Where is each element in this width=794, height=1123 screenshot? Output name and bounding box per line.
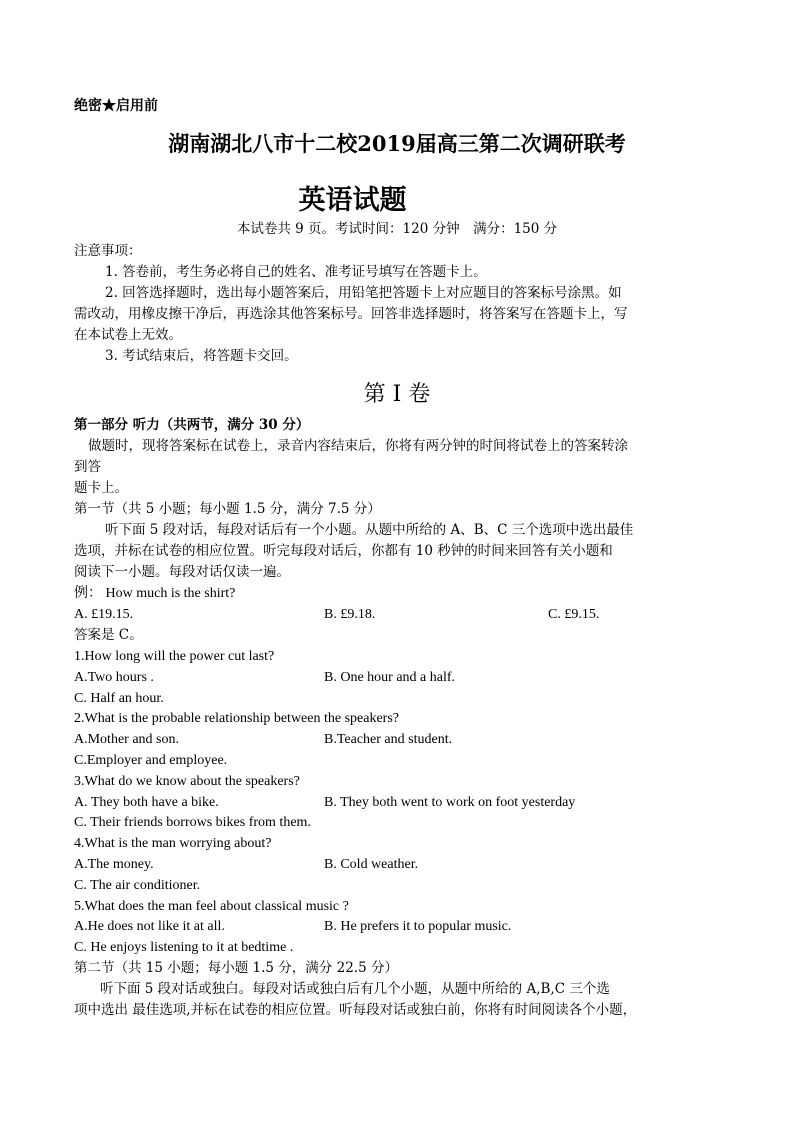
example-option-c: C. £9.15. xyxy=(548,607,600,622)
notice-item-2-line-1: 2. 回答选择题时，选出每小题答案后，用铅笔把答题卡上对应题目的答案标号涂黑。如 xyxy=(105,285,622,301)
question-4-option-c: C. The air conditioner. xyxy=(74,878,201,893)
question-4: 4.What is the man worrying about? xyxy=(74,836,272,851)
example-question: 例： How much is the shirt? xyxy=(74,586,236,601)
exam-subtitle: 英语试题 xyxy=(298,185,407,216)
section1-intro-line-1: 听下面 5 段对话，每段对话后有一个小题。从题中所给的 A、B、C 三个选项中选出最佳 xyxy=(105,522,634,538)
section2-heading: 第二节（共 15 小题；每小题 1.5 分，满分 22.5 分） xyxy=(74,960,398,976)
question-3-option-c: C. Their friends borrows bikes from them. xyxy=(74,815,311,830)
question-1-option-a: A.Two hours . xyxy=(74,670,154,685)
notice-item-1: 1. 答卷前，考生务必将自己的姓名、准考证号填写在答题卡上。 xyxy=(105,264,487,280)
section1-heading: 第一节（共 5 小题；每小题 1.5 分，满分 7.5 分） xyxy=(74,501,381,517)
question-5-option-c: C. He enjoys listening to it at bedtime . xyxy=(74,940,294,955)
section2-intro-line-1: 听下面 5 段对话或独白。每段对话或独白后有几个小题，从题中所给的 A,B,C 三个选 xyxy=(100,981,610,997)
volume-heading: 第 Ⅰ 卷 xyxy=(363,382,431,407)
question-3: 3.What do we know about the speakers? xyxy=(74,774,300,789)
question-3-option-b: B. They both went to work on foot yesterday xyxy=(324,795,576,810)
notice-item-2-line-2: 需改动，用橡皮擦干净后，再选涂其他答案标号。回答非选择题时，将答案写在答题卡上，写 xyxy=(74,306,628,322)
question-1-option-b: B. One hour and a half. xyxy=(324,670,456,685)
notice-item-3: 3. 考试结束后，将答题卡交回。 xyxy=(105,348,298,364)
part1-heading: 第一部分 听力（共两节，满分 30 分） xyxy=(74,417,310,433)
part1-intro-line-3: 题卡上。 xyxy=(74,480,128,496)
notice-heading: 注意事项： xyxy=(74,243,142,259)
secret-label: 绝密★启用前 xyxy=(74,98,158,114)
example-option-a: A. £19.15. xyxy=(74,607,134,622)
question-2-option-a: A.Mother and son. xyxy=(74,732,179,747)
section1-intro-line-3: 阅读下一小题。每段对话仅读一遍。 xyxy=(74,564,290,580)
question-2: 2.What is the probable relationship between the speakers? xyxy=(74,711,399,726)
question-3-option-a: A. They both have a bike. xyxy=(74,795,219,810)
example-answer: 答案是 C。 xyxy=(74,627,143,643)
exam-title: 湖南湖北八市十二校2019届高三第二次调研联考 xyxy=(168,131,626,156)
part1-intro-line-1: 做题时，现将答案标在试卷上，录音内容结束后，你将有两分钟的时间将试卷上的答案转涂 xyxy=(88,438,628,454)
question-2-option-b: B.Teacher and student. xyxy=(324,732,453,747)
question-1-option-c: C. Half an hour. xyxy=(74,691,164,706)
notice-item-2-line-3: 在本试卷上无效。 xyxy=(74,327,182,343)
section2-intro-line-2: 项中选出 最佳选项,并标在试卷的相应位置。听每段对话或独白前，你将有时间阅读各个小题， xyxy=(74,1002,637,1018)
question-5: 5.What does the man feel about classical music ? xyxy=(74,899,349,914)
section1-intro-line-2: 选项，并标在试卷的相应位置。听完每段对话后，你都有 10 秒钟的时间来回答有关小题和 xyxy=(74,543,613,559)
question-1: 1.How long will the power cut last? xyxy=(74,649,275,664)
question-4-option-a: A.The money. xyxy=(74,857,154,872)
example-option-b: B. £9.18. xyxy=(324,607,376,622)
exam-info: 本试卷共 9 页。考试时间：120 分钟 满分：150 分 xyxy=(236,221,558,237)
question-5-option-a: A.He does not like it at all. xyxy=(74,919,225,934)
question-4-option-b: B. Cold weather. xyxy=(324,857,419,872)
part1-intro-line-2: 到答 xyxy=(74,459,101,475)
question-5-option-b: B. He prefers it to popular music. xyxy=(324,919,512,934)
question-2-option-c: C.Employer and employee. xyxy=(74,753,228,768)
